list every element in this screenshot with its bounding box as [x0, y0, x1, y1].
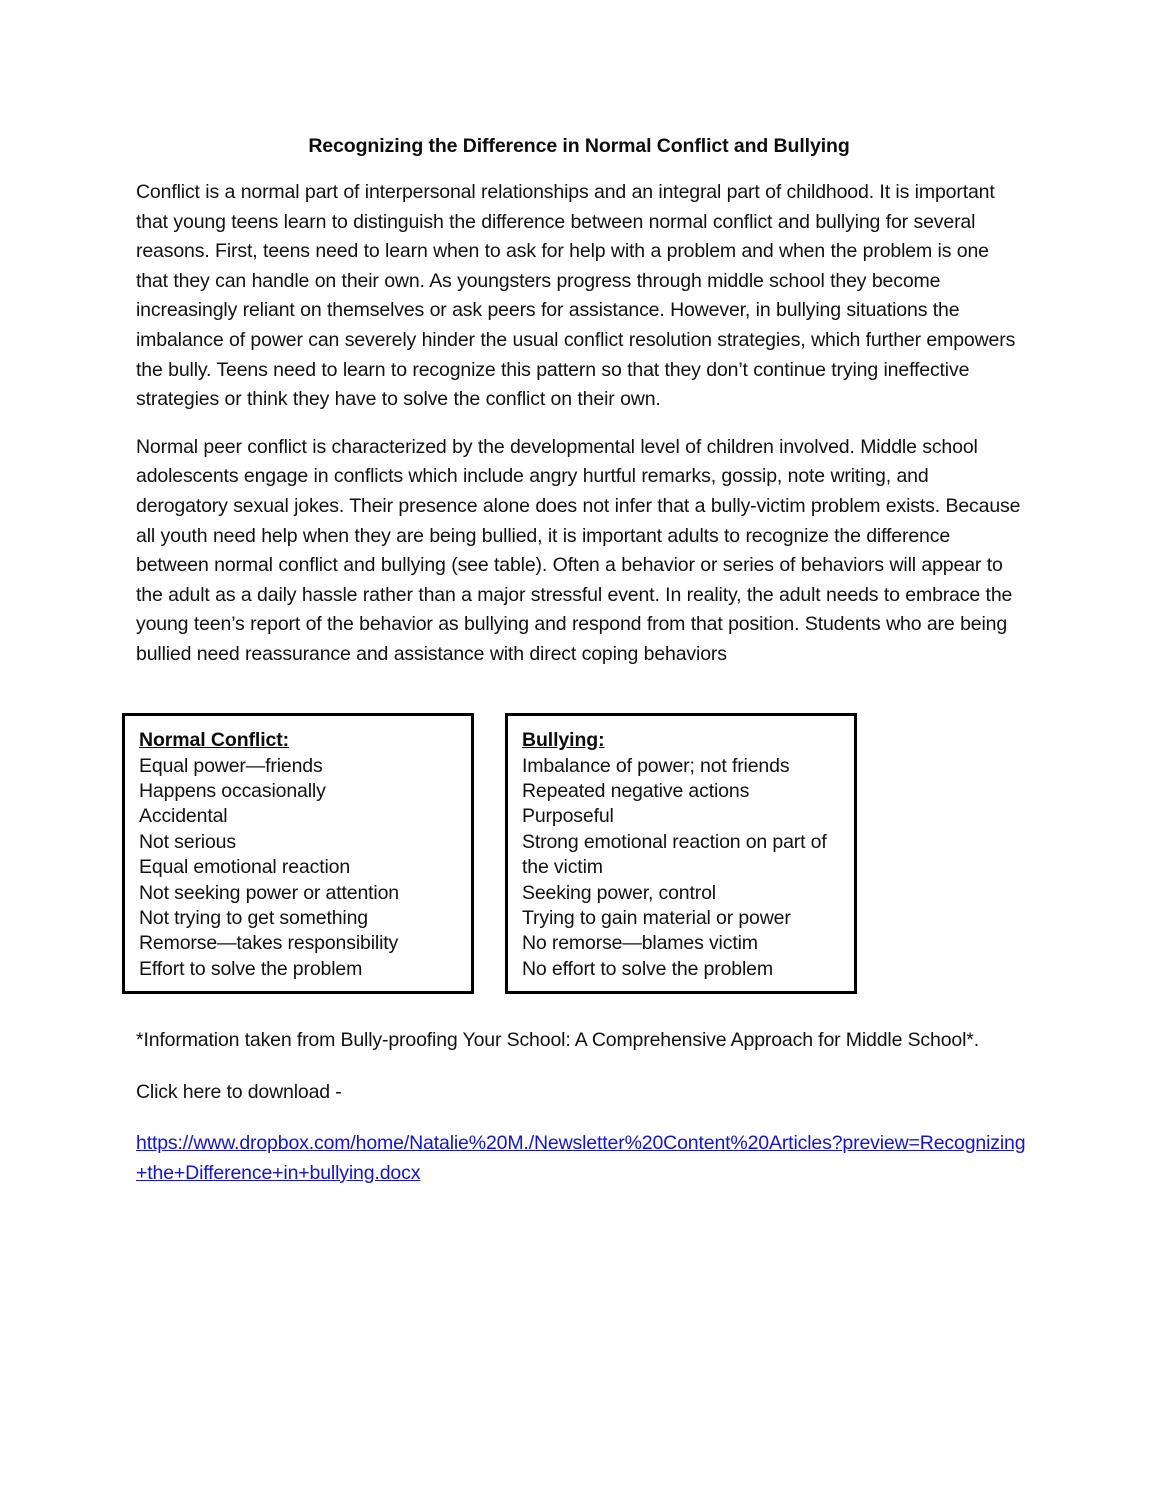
list-item: Accidental [139, 805, 228, 828]
list-item: Strong emotional reaction on part of the victim [522, 830, 827, 879]
download-instruction: Click here to download - [136, 1080, 342, 1103]
list-item: No remorse—blames victim [522, 932, 758, 955]
list-item: Happens occasionally [139, 780, 326, 802]
list-item: Not trying to get something [139, 907, 368, 930]
dropbox-download-link[interactable]: https://www.dropbox.com/home/Natalie%20M./Newsletter%20Content%20Articles?preview=Recognizing+the+Difference+in+bullying.docx [136, 1132, 1026, 1184]
list-item: Remorse—takes responsibility [139, 932, 399, 955]
normal-conflict-list [139, 754, 459, 983]
link-paragraph [136, 1129, 1026, 1188]
list-item: Repeated negative actions [522, 780, 750, 802]
list-item: Trying to gain material or power [522, 907, 791, 930]
normal-conflict-box [122, 713, 474, 994]
bullying-list [522, 754, 842, 983]
source-footnote: *Information taken from Bully-proofing Your School: A Comprehensive Approach for Middle School*. [136, 1029, 980, 1051]
comparison-table [122, 713, 882, 994]
list-item: Imbalance of power; not friends [522, 754, 790, 777]
document-footer [136, 1026, 1026, 1188]
list-item: Not seeking power or attention [139, 881, 399, 904]
list-item: No effort to solve the problem [522, 957, 773, 980]
paragraph-intro: Conflict is a normal part of interpersonal relationships and an integral part of childhood. It is important that young teens learn to distinguish the difference between normal conflict and bullying for several reasons. First, teens need to learn when to ask for help with a problem and when the problem is one that they can handle on their own. As youngsters progress through middle school they become increasingly reliant on themselves or ask peers for assistance. However, in bullying situations the imbalance of power can severely hinder the usual conflict resolution strategies, which further empowers the bully. Teens need to learn to recognize this pattern so that they don’t continue trying ineffective strategies or think they have to solve the conflict on their own. [136, 181, 1016, 411]
paragraph-peer-conflict: Normal peer conflict is characterized by the developmental level of children involved. Middle school adolescents engage in conflicts which include angry hurtful remarks, gossip, note writing, and derogatory sexual jokes. Their presence alone does not infer that a bully-victim problem exists. Because all youth need help when they are being bullied, it is important adults to recognize the difference between normal conflict and bullying (see table). Often a behavior or series of behaviors will appear to the adult as a daily hassle rather than a major stressful event. In reality, the adult needs to embrace the young teen’s report of the behavior as bullying and respond from that position. Students who are being bullied need reassurance and assistance with direct coping behaviors [136, 435, 1021, 665]
list-item: Equal power—friends [139, 754, 323, 777]
normal-conflict-heading: Normal Conflict: [139, 729, 290, 751]
bullying-heading: Bullying: [522, 729, 605, 751]
page-title: Recognizing the Difference in Normal Conflict and Bullying [308, 135, 850, 157]
bullying-box [505, 713, 857, 994]
list-item: Seeking power, control [522, 881, 716, 904]
list-item: Purposeful [522, 805, 614, 828]
document-body [136, 132, 1022, 670]
list-item: Equal emotional reaction [139, 856, 351, 879]
list-item: Not serious [139, 830, 236, 853]
list-item: Effort to solve the problem [139, 957, 363, 980]
